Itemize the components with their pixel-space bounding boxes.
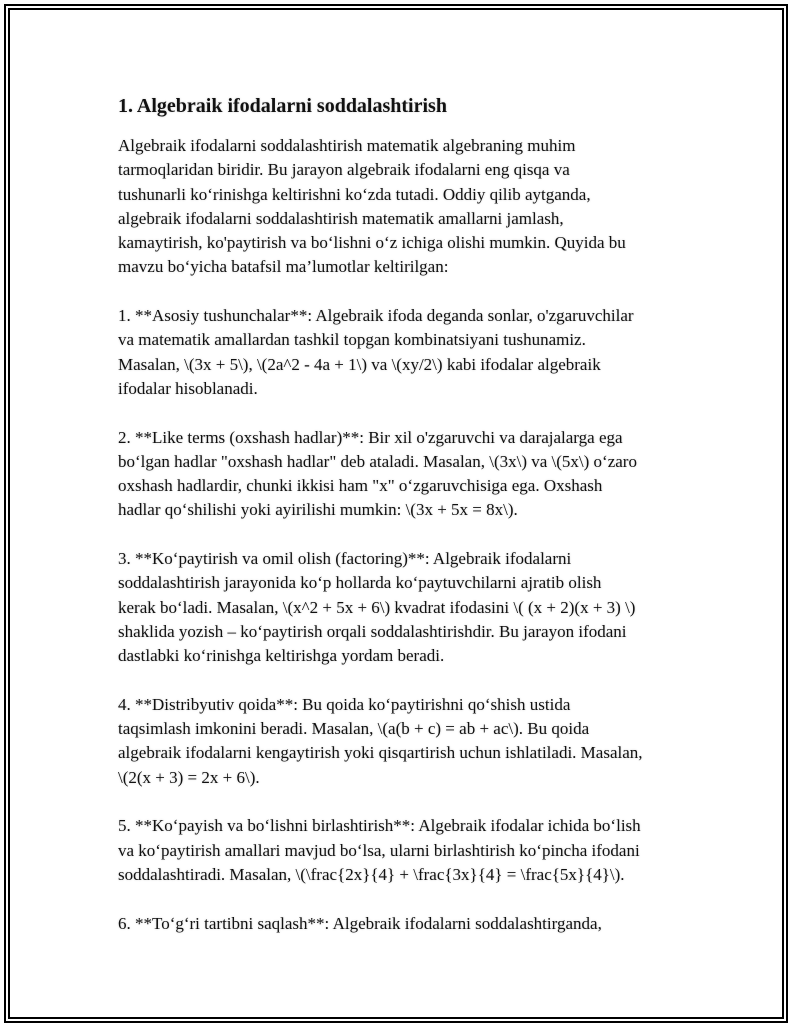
text-line: 2. **Like terms (oxshash hadlar)**: Bir xil o'zgaruvchi va darajalarga ega bbox=[118, 427, 623, 447]
list-item-like-terms bbox=[118, 426, 698, 523]
text-line: 4. **Distribyutiv qoida**: Bu qoida ko‘paytirishni qo‘shish ustida bbox=[118, 694, 571, 714]
text-line: tarmoqlaridan biridir. Bu jarayon algebraik ifodalarni eng qisqa va bbox=[118, 160, 570, 180]
list-item-basic-concepts bbox=[118, 304, 698, 401]
text-line: hadlar qo‘shilishi yoki ayirilishi mumkin: \(3x + 5x = 8x\). bbox=[118, 500, 518, 520]
text-line: ifodalar hisoblanadi. bbox=[118, 378, 258, 398]
text-line: 1. **Asosiy tushunchalar**: Algebraik ifoda deganda sonlar, o'zgaruvchilar bbox=[118, 306, 634, 326]
text-line: soddalashtiradi. Masalan, \(\frac{2x}{4} + \frac{3x}{4} = \frac{5x}{4}\). bbox=[118, 864, 625, 884]
text-line: algebraik ifodalarni kengaytirish yoki qisqartirish uchun ishlatiladi. Masalan, bbox=[118, 743, 643, 763]
text-line: kerak bo‘ladi. Masalan, \(x^2 + 5x + 6\) kvadrat ifodasini \( (x + 2)(x + 3) \) bbox=[118, 597, 636, 617]
list-item-multiply-divide bbox=[118, 814, 698, 887]
list-item-distributive bbox=[118, 693, 698, 790]
text-line: \(2(x + 3) = 2x + 6\). bbox=[118, 767, 260, 787]
text-line: bo‘lgan hadlar "oxshash hadlar" deb ataladi. Masalan, \(3x\) va \(5x\) o‘zaro bbox=[118, 451, 637, 471]
text-line: Masalan, \(3x + 5\), \(2a^2 - 4a + 1\) va \(xy/2\) kabi ifodalar algebraik bbox=[118, 354, 601, 374]
list-item-order bbox=[118, 912, 698, 936]
text-line: tushunarli ko‘rinishga keltirishni ko‘zda tutadi. Oddiy qilib aytganda, bbox=[118, 184, 591, 204]
list-item-factoring bbox=[118, 547, 698, 668]
intro-paragraph bbox=[118, 134, 698, 280]
document-page bbox=[118, 92, 698, 960]
text-line: 3. **Ko‘paytirish va omil olish (factoring)**: Algebraik ifodalarni bbox=[118, 549, 572, 569]
text-line: Algebraik ifodalarni soddalashtirish matematik algebraning muhim bbox=[118, 136, 576, 155]
text-line: kamaytirish, ko'paytirish va bo‘lishni o‘z ichiga olishi mumkin. Quyida bu bbox=[118, 233, 626, 253]
section-heading: 1. Algebraik ifodalarni soddalashtirish bbox=[118, 95, 447, 117]
text-line: shaklida yozish – ko‘paytirish orqali soddalashtirishdir. Bu jarayon ifodani bbox=[118, 621, 627, 641]
text-line: dastlabki ko‘rinishga keltirishga yordam beradi. bbox=[118, 646, 445, 666]
text-line: 6. **To‘g‘ri tartibni saqlash**: Algebraik ifodalarni soddalashtirganda, bbox=[118, 913, 602, 933]
text-line: va ko‘paytirish amallari mavjud bo‘lsa, ularni birlashtirish ko‘pincha ifodani bbox=[118, 840, 640, 860]
text-line: soddalashtirish jarayonida ko‘p hollarda ko‘paytuvchilarni ajratib olish bbox=[118, 573, 602, 593]
text-line: 5. **Ko‘payish va bo‘lishni birlashtirish**: Algebraik ifodalar ichida bo‘lish bbox=[118, 816, 641, 836]
text-line: mavzu bo‘yicha batafsil ma’lumotlar keltirilgan: bbox=[118, 257, 449, 277]
text-line: oxshash hadlardir, chunki ikkisi ham "x" o‘zgaruvchisiga ega. Oxshash bbox=[118, 476, 603, 496]
text-line: taqsimlash imkonini beradi. Masalan, \(a(b + c) = ab + ac\). Bu qoida bbox=[118, 719, 590, 739]
text-line: va matematik amallardan tashkil topgan kombinatsiyani tushunamiz. bbox=[118, 330, 586, 350]
text-line: algebraik ifodalarni soddalashtirish matematik amallarni jamlash, bbox=[118, 208, 564, 228]
